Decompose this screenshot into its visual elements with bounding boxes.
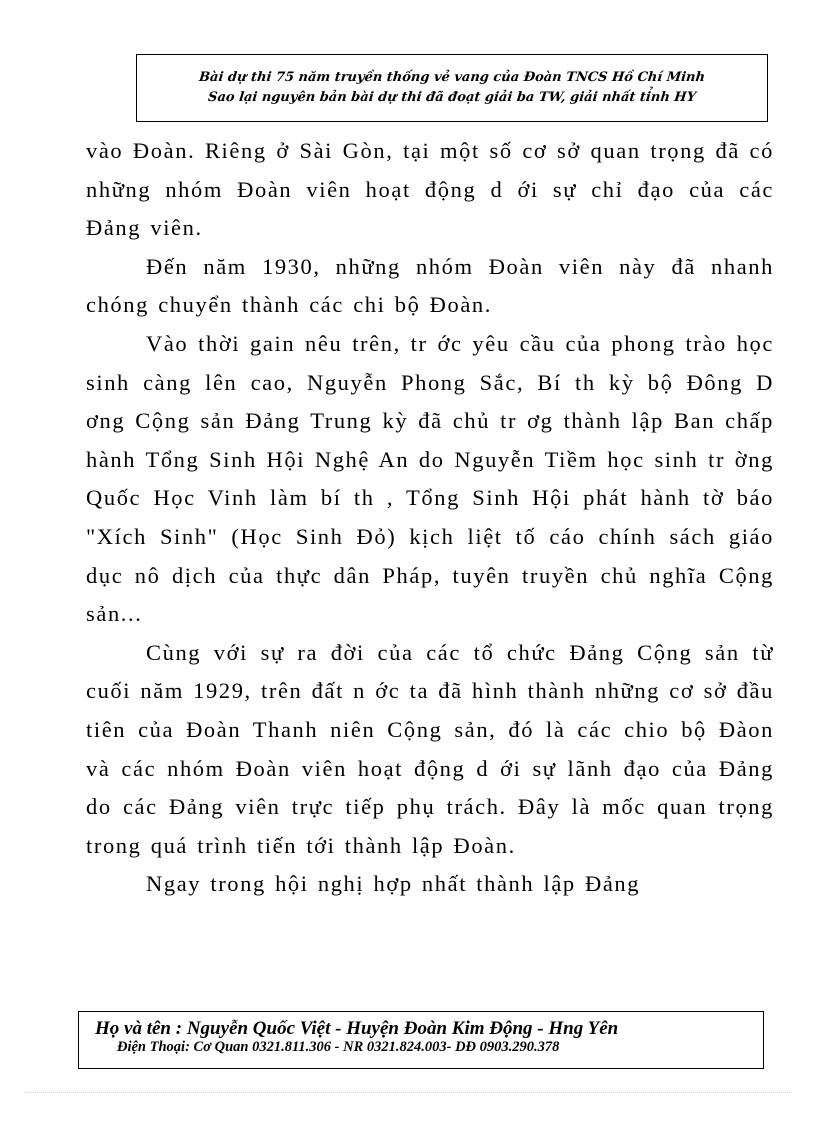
header-line-2: Sao lại nguyên bản bài dự thi đã đoạt giải ba TW, giải nhất tỉnh HY — [207, 90, 697, 105]
footer-phone-line: Điện Thoại: Cơ Quan 0321.811.306 - NR 0321.824.003- DĐ 0903.290.378 — [117, 1039, 560, 1055]
footer-author-line: Họ và tên : Nguyễn Quốc Việt - Huyện Đoàn Kim Động - Hng Yên — [95, 1018, 619, 1039]
body-text — [86, 132, 774, 904]
paragraph-1: vào Đoàn. Riêng ở Sài Gòn, tại một số cơ sở quan trọng đã có những nhóm Đoàn viên hoạt động d ới sự chỉ đạo của các Đảng viên. — [86, 138, 774, 241]
paragraph-2: Đến năm 1930, những nhóm Đoàn viên này đã nhanh chóng chuyển thành các chi bộ Đoàn. — [86, 253, 774, 318]
paragraph-4: Cùng với sự ra đời của các tổ chức Đảng Cộng sản từ cuối năm 1929, trên đất n ớc ta đã hình thành những cơ sở đầu tiên của Đoàn Thanh niên Cộng sản, đó là các chio bộ Đàon và các nhóm Đoàn viên hoạt động d ới sự lãnh đạo của Đảng do các Đảng viên trực tiếp phụ trách. Đây là mốc quan trọng trong quá trình tiến tới thành lập Đoàn. — [86, 639, 774, 858]
page-bottom-divider — [24, 1092, 792, 1093]
paragraph-5: Ngay trong hội nghị hợp nhất thành lập Đảng — [146, 871, 641, 897]
footer-box — [78, 1011, 764, 1069]
header-box — [136, 54, 768, 122]
paragraph-3: Vào thời gain nêu trên, tr ớc yêu cầu của phong trào học sinh càng lên cao, Nguyễn Phong Sắc, Bí th kỳ bộ Đông D ơng Cộng sản Đảng Trung kỳ đã chủ tr ơg thành lập Ban chấp hành Tổng Sinh Hội Nghệ An do Nguyễn Tiềm học sinh tr ờng Quốc Học Vinh làm bí th , Tổng Sinh Hội phát hành tờ báo "Xích Sinh" (Học Sinh Đỏ) kịch liệt tố cáo chính sách giáo dục nô dịch của thực dân Pháp, tuyên truyền chủ nghĩa Cộng sản... — [86, 330, 774, 627]
header-line-1: Bài dự thi 75 năm truyền thống vẻ vang của Đoàn TNCS Hồ Chí Minh — [198, 70, 706, 85]
